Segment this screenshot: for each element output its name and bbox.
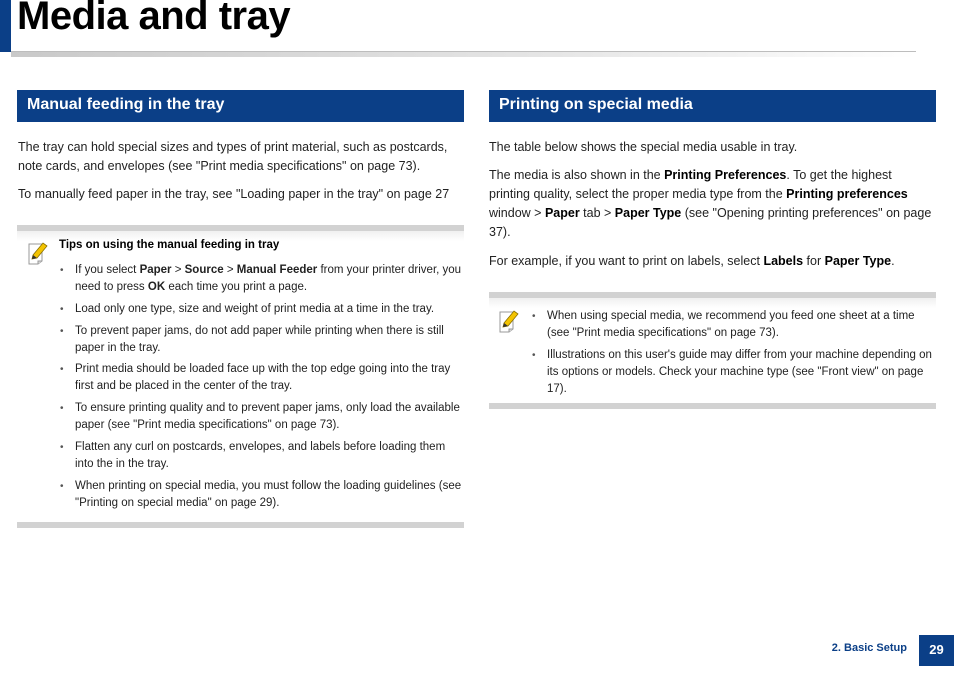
list-item: • To prevent paper jams, do not add paper while printing when there is still paper in the tray.	[59, 323, 464, 357]
list-item: • To ensure printing quality and to prevent paper jams, only load the available paper (see "Print media specifications" on page 73).	[59, 400, 464, 434]
list-item: • Print media should be loaded face up with the top edge going into the tray first and be placed in the center of the tray.	[59, 361, 464, 395]
left-paragraph-2: To manually feed paper in the tray, see "Loading paper in the tray" on page 27	[18, 187, 450, 201]
list-item: • When printing on special media, you must follow the loading guidelines (see "Printing on special media" on page 29).	[59, 478, 464, 512]
right-paragraph-3: For example, if you want to print on labels, select Labels for Paper Type.	[489, 254, 895, 268]
chapter-label: 2. Basic Setup	[831, 642, 907, 654]
list-item: • If you select Paper > Source > Manual Feeder from your printer driver, you need to press OK each time you print a page.	[59, 262, 464, 296]
pencil-note-icon	[498, 309, 520, 333]
title-accent-bar	[0, 0, 11, 52]
left-paragraph-1: The tray can hold special sizes and types of print material, such as postcards, note cards, and envelopes (see "Print media specifications" on page 73).	[18, 140, 448, 173]
tips-list	[59, 262, 464, 512]
list-item: • Flatten any curl on postcards, envelopes, and labels before loading them into the in the tray.	[59, 439, 464, 473]
list-item: • Load only one type, size and weight of print media at a time in the tray.	[59, 301, 464, 318]
section-header-special-media: Printing on special media	[489, 90, 936, 122]
note-title: Tips on using the manual feeding in tray	[59, 239, 280, 251]
note-box-tips	[17, 225, 464, 528]
list-item: • When using special media, we recommend you feed one sheet at a time (see "Print media specifications" on page 73).	[531, 308, 936, 342]
list-item: • Illustrations on this user's guide may differ from your machine depending on its options or models. Check your machine type (see "Front view" on page 17).	[531, 347, 936, 398]
right-paragraph-2: The media is also shown in the Printing Preferences. To get the highest printing quality, select the proper media type from the Printing preferences window > Paper tab > Paper Type (see "Opening printing preferences" on page 37).	[489, 168, 932, 239]
note-box-special-media	[489, 292, 936, 409]
page-number: 29	[919, 635, 954, 666]
right-paragraph-1: The table below shows the special media usable in tray.	[489, 140, 798, 154]
page-title: Media and tray	[17, 0, 291, 38]
special-media-notes-list	[531, 308, 936, 398]
section-header-manual-feeding: Manual feeding in the tray	[17, 90, 464, 122]
title-rule	[11, 51, 916, 57]
pencil-note-icon	[27, 241, 49, 265]
